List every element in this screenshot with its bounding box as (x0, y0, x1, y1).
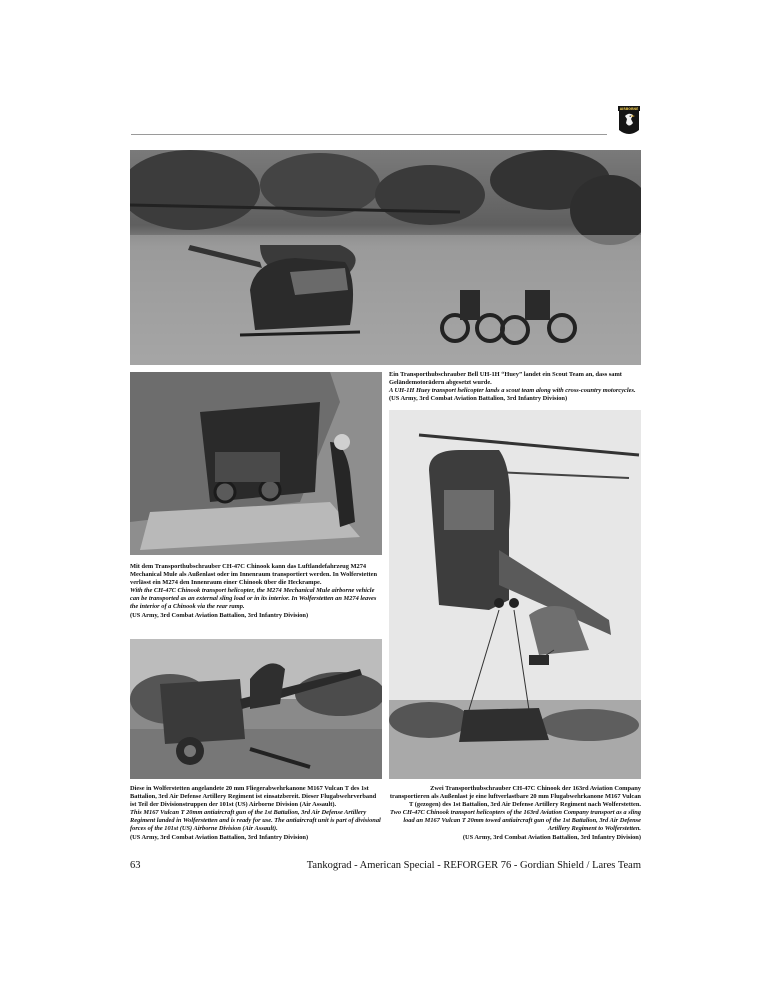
vulcan-caption-en: This M167 Vulcan T 20mm antiaircraft gun of the 1st Battalion, 3rd Air Defense Artillery Regiment landed in Wolferstetten and is ready for use. The antiaircraft unit is part of divisional forces of the 101st (US) Airborne Division (Air Assault). (130, 809, 381, 833)
vulcan-caption-de: Diese in Wolferstetten angelandete 20 mm Fliegerabwehrkanone M167 Vulcan T des 1st Battalion, 3rd Air Defense Artillery Regiment ist einsatzbereit. Dieser Flugabwehrverband ist Teil der Divisionstruppen der 101st (US) Airborne Division (Air Assault). (130, 785, 377, 809)
huey-caption (389, 371, 641, 403)
screaming-eagle-patch-icon (618, 106, 640, 138)
chinook-ramp-caption-en: With the CH-47C Chinook transport helicopter, the M274 Mechanical Mule airborne vehicle can be transported as an external sling load or in its interior. In Wolferstetten an M274 leaves the interior of a Chinook via the rear ramp. (130, 587, 377, 611)
huey-caption-source: (US Army, 3rd Combat Aviation Battalion, 3rd Infantry Division) (389, 395, 568, 403)
chinook-ramp-caption-de: Mit dem Transporthubschrauber CH-47C Chinook kann das Luftlandefahrzeug M274 Mechanical Mule als Außenlast oder im Innenraum transportiert werden. In Wolferstetten verlässt ein M274 den Innenraum einer Chinook über die Heckrampe. (130, 563, 378, 587)
chinook-sling-photo (389, 410, 641, 779)
page-number: 63 (130, 860, 141, 871)
huey-photo (130, 150, 641, 365)
footer-title: Tankograd - American Special - REFORGER 76 - Gordian Shield / Lares Team (306, 860, 641, 871)
chinook-sling-caption-de: Zwei Transporthubschrauber CH-47C Chinook der 163rd Aviation Company transportieren als Außenlast je eine luftverlastbare 20 mm Flugabwehrkanone M167 Vulcan T (gezogen) des 1st Battalion, 3rd Air Defense Artillery Regiment nach Wolferstetten. (389, 785, 641, 809)
chinook-ramp-caption (130, 563, 382, 620)
chinook-sling-caption-en: Two CH-47C Chinook transport helicopters of the 163rd Aviation Company transport as a sling load an M167 Vulcan T 20mm towed antiaircraft gun of the 1st Battalion, 3rd Air Defense Artillery Regiment to Wolferstetten. (390, 809, 641, 833)
badge-text: AIRBORNE (619, 106, 639, 111)
huey-caption-de: Ein Transporthubschrauber Bell UH-1H “Huey” landet ein Scout Team an, dass samt Geländemotorädern abgesetzt wurde. (389, 371, 622, 387)
header-rule (131, 134, 607, 135)
huey-caption-en-text: A UH-1H Huey transport helicopter lands a scout team along with cross-country motorcycles. (389, 387, 636, 395)
vulcan-photo (130, 639, 382, 779)
chinook-ramp-caption-source: (US Army, 3rd Combat Aviation Battalion, 3rd Infantry Division) (130, 611, 309, 619)
chinook-sling-caption-source: (US Army, 3rd Combat Aviation Battalion, 3rd Infantry Division) (462, 833, 641, 841)
chinook-sling-caption (389, 785, 641, 842)
huey-caption-en (389, 387, 641, 403)
chinook-ramp-photo (130, 372, 382, 555)
vulcan-caption-source: (US Army, 3rd Combat Aviation Battalion, 3rd Infantry Division) (130, 833, 309, 841)
vulcan-caption (130, 785, 382, 842)
